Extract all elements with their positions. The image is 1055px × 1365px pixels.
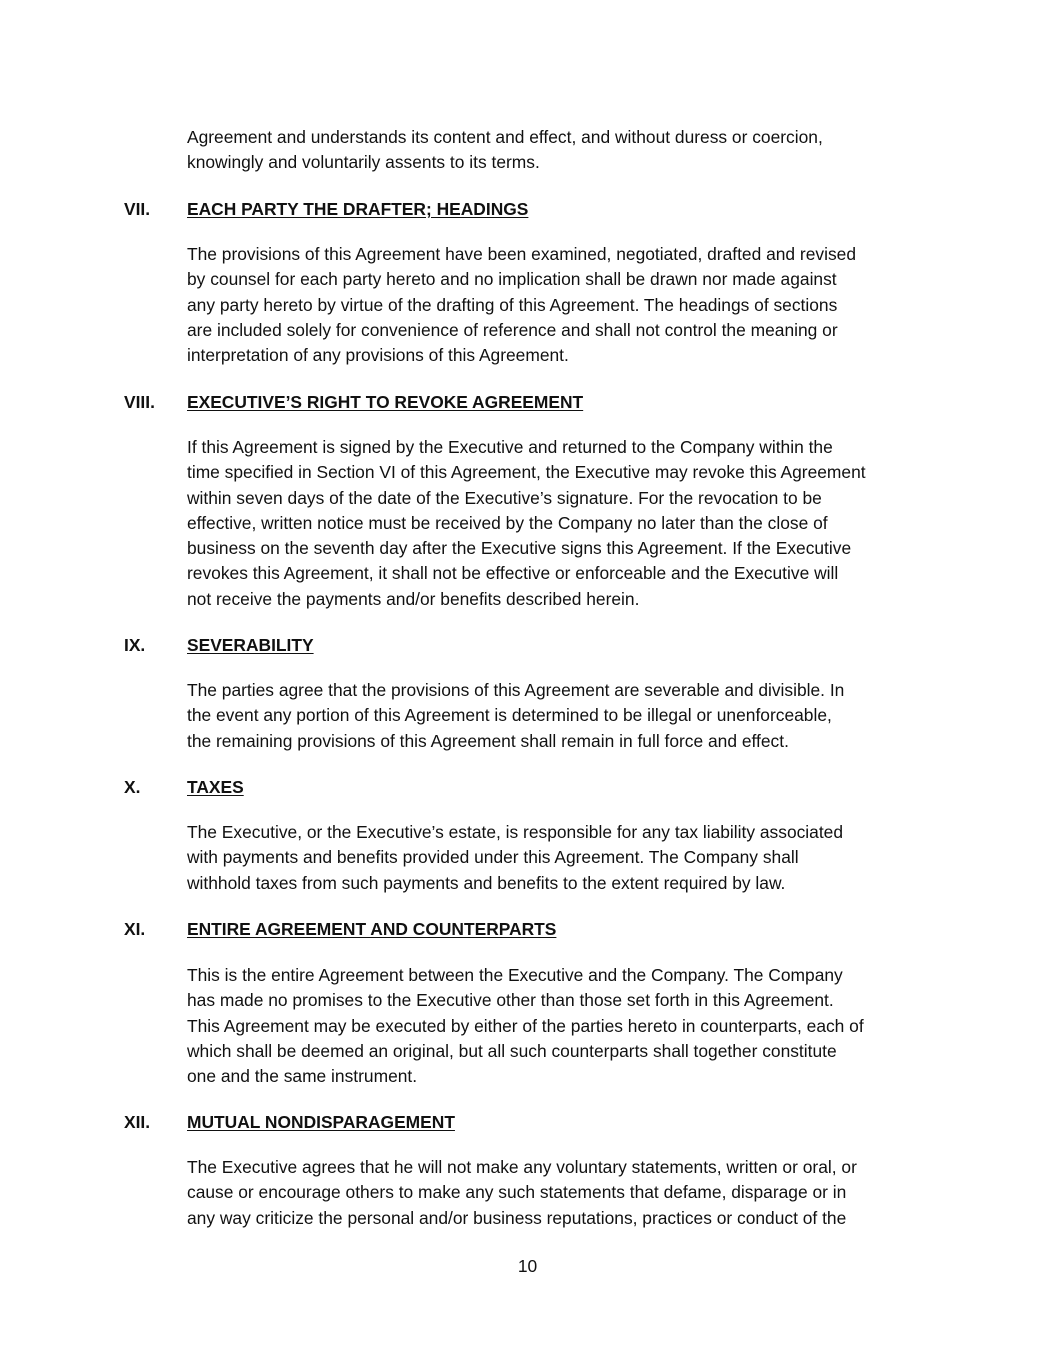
section-title: SEVERABILITY	[187, 635, 314, 655]
section-title: EXECUTIVE’S RIGHT TO REVOKE AGREEMENT	[187, 392, 584, 412]
section-body: The Executive agrees that he will not make any voluntary statements, written or oral, or cause or encourage others to make any such statements that defame, disparage or in any way criticize the personal and/or business reputations, practices or conduct of the	[187, 1157, 857, 1228]
section-body: This is the entire Agreement between the Executive and the Company. The Company has made no promises to the Executive other than those set forth in this Agreement. This Agreement may be executed by either of the parties hereto in counterparts, each of which shall be deemed an original, but all such counterparts shall together constitute one and the same instrument.	[187, 965, 864, 1087]
section-number: VII.	[124, 199, 151, 219]
section-title: MUTUAL NONDISPARAGEMENT	[187, 1112, 455, 1132]
section-title: EACH PARTY THE DRAFTER; HEADINGS	[187, 199, 529, 219]
section-body: The Executive, or the Executive’s estate, is responsible for any tax liability associated with payments and benefits provided under this Agreement. The Company shall withhold taxes from such payments and benefits to the extent required by law.	[187, 822, 844, 893]
section-number: XI.	[124, 919, 146, 939]
section-title: TAXES	[187, 777, 244, 797]
section-number: X.	[124, 777, 141, 797]
section-body: The parties agree that the provisions of this Agreement are severable and divisible. In the event any portion of this Agreement is determined to be illegal or unenforceable, the remaining provisions of this Agreement shall remain in full force and effect.	[187, 680, 845, 751]
intro-paragraph: Agreement and understands its content and effect, and without duress or coercion, knowingly and voluntarily assents to its terms.	[187, 127, 823, 173]
section-title: ENTIRE AGREEMENT AND COUNTERPARTS	[187, 919, 557, 939]
section-body: If this Agreement is signed by the Executive and returned to the Company within the time specified in Section VI of this Agreement, the Executive may revoke this Agreement within seven days of the date of the Executive’s signature. For the revocation to be effective, written notice must be received by the Company no later than the close of business on the seventh day after the Executive signs this Agreement. If the Executive revokes this Agreement, it shall not be effective or enforceable and the Executive will not receive the payments and/or benefits described herein.	[187, 437, 866, 609]
section-body: The provisions of this Agreement have been examined, negotiated, drafted and revised by counsel for each party hereto and no implication shall be drawn nor made against any party hereto by virtue of the drafting of this Agreement. The headings of sections are included solely for convenience of reference and shall not control the meaning or interpretation of any provisions of this Agreement.	[187, 244, 856, 366]
section-number: VIII.	[124, 392, 155, 412]
page-number: 10	[517, 1256, 538, 1276]
section-number: XII.	[124, 1112, 151, 1132]
section-number: IX.	[124, 635, 146, 655]
